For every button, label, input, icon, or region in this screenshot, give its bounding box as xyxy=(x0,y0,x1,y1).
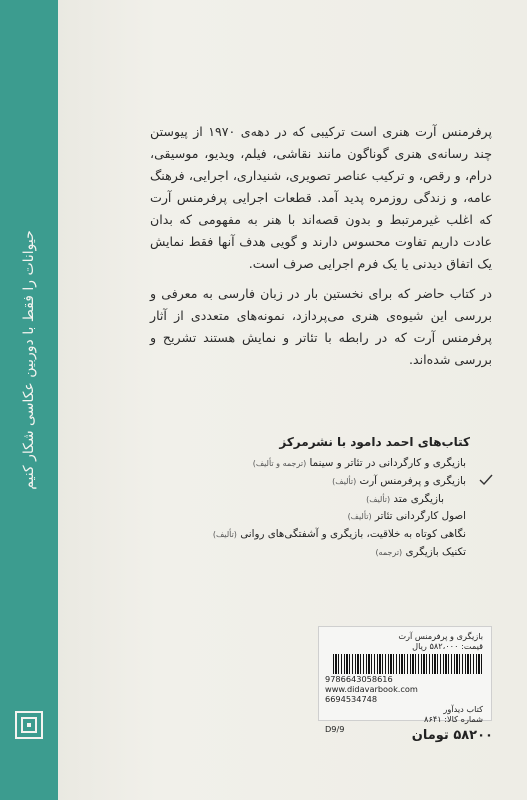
blurb-paragraph-2: در کتاب حاضر که برای نخستین بار در زبان فارسی به معرفی و بررسی این شیوه‌ی هنری می‌پردازد، نمونه‌های متعددی از آثار پرفرمنس آرت که در رابطه با تئاتر و نمایش هستند تشریح و بررسی شده‌اند. xyxy=(150,286,492,367)
book-item xyxy=(190,508,466,526)
blurb-text xyxy=(150,121,492,379)
sticker-shelf-code: D9/9 xyxy=(325,724,345,734)
book-item xyxy=(190,455,466,473)
sticker-store: کتاب دیدآور xyxy=(443,704,483,714)
book-item-title: تکنیک بازیگری xyxy=(405,545,466,558)
price-sticker xyxy=(318,626,492,734)
book-item-note: (تألیف) xyxy=(212,530,237,540)
publisher-logo-icon xyxy=(14,710,44,740)
book-item xyxy=(190,526,466,544)
book-price: ۵۸۲۰۰ تومان xyxy=(411,728,493,743)
book-item-note: (ترجمه) xyxy=(375,547,403,557)
book-item-title: نگاهی کوتاه به خلاقیت، بازیگری و آشفتگی‌های روانی xyxy=(240,528,466,541)
book-item-title: بازیگری متد xyxy=(393,492,444,505)
book-spine xyxy=(0,0,58,800)
sticker-code: 6694534748 xyxy=(325,694,378,704)
book-item xyxy=(190,473,466,491)
books-list-title: کتاب‌های احمد دامود با نشرمرکز xyxy=(279,435,470,449)
spine-title: حیوانات را فقط با دوربین عکاسی شکار کنیم xyxy=(21,230,37,490)
sticker-price: قیمت: ۵۸۲،۰۰۰ ریال xyxy=(412,641,483,651)
sticker-website: www.didavarbook.com xyxy=(325,684,418,694)
book-item xyxy=(190,491,444,509)
barcode-icon xyxy=(333,654,483,674)
book-item-note: (تألیف) xyxy=(366,494,391,504)
book-item-note: (ترجمه و تألیف) xyxy=(252,459,307,468)
book-item xyxy=(190,544,466,562)
sticker-book-title: بازیگری و پرفرمنس آرت xyxy=(398,631,483,641)
sticker-isbn: 9786643058616 xyxy=(325,674,393,684)
book-item-title: اصول کارگردانی تئاتر xyxy=(374,510,466,523)
book-item-title: بازیگری و کارگردانی در تئاتر و سینما xyxy=(309,457,466,469)
book-item-title: بازیگری و پرفرمنس آرت xyxy=(359,474,466,487)
sticker-item-number: شماره کالا: ۸۶۴۱ xyxy=(424,714,483,724)
checkmark-icon xyxy=(478,473,494,487)
author-books-list xyxy=(190,435,492,562)
blurb-paragraph-1: پرفرمنس آرت هنری است ترکیبی که در دهه‌ی ۱۹۷۰ از پیوستن چند رسانه‌ی هنری گوناگون مانند نقاشی، فیلم، ویدیو، موسیقی، درام، و رقص، و ترکیب عناصر تصویری، شنیداری، اجرایی، فرهنگ عامه، و زندگی روزمره پدید آمد. قطعات اجرایی پرفرمنس آرت که اغلب غیرمرتبط و بدون قصه‌اند با هنر به مفهومی که بدان عادت داریم تفاوت محسوس دارند و گویی هدف آنها فقط نمایش یک اتفاق دیدنی یا یک فرم اجرایی صرف است. xyxy=(150,124,492,271)
book-item-note: (تألیف) xyxy=(332,476,357,486)
book-item-note: (تألیف) xyxy=(347,512,372,522)
